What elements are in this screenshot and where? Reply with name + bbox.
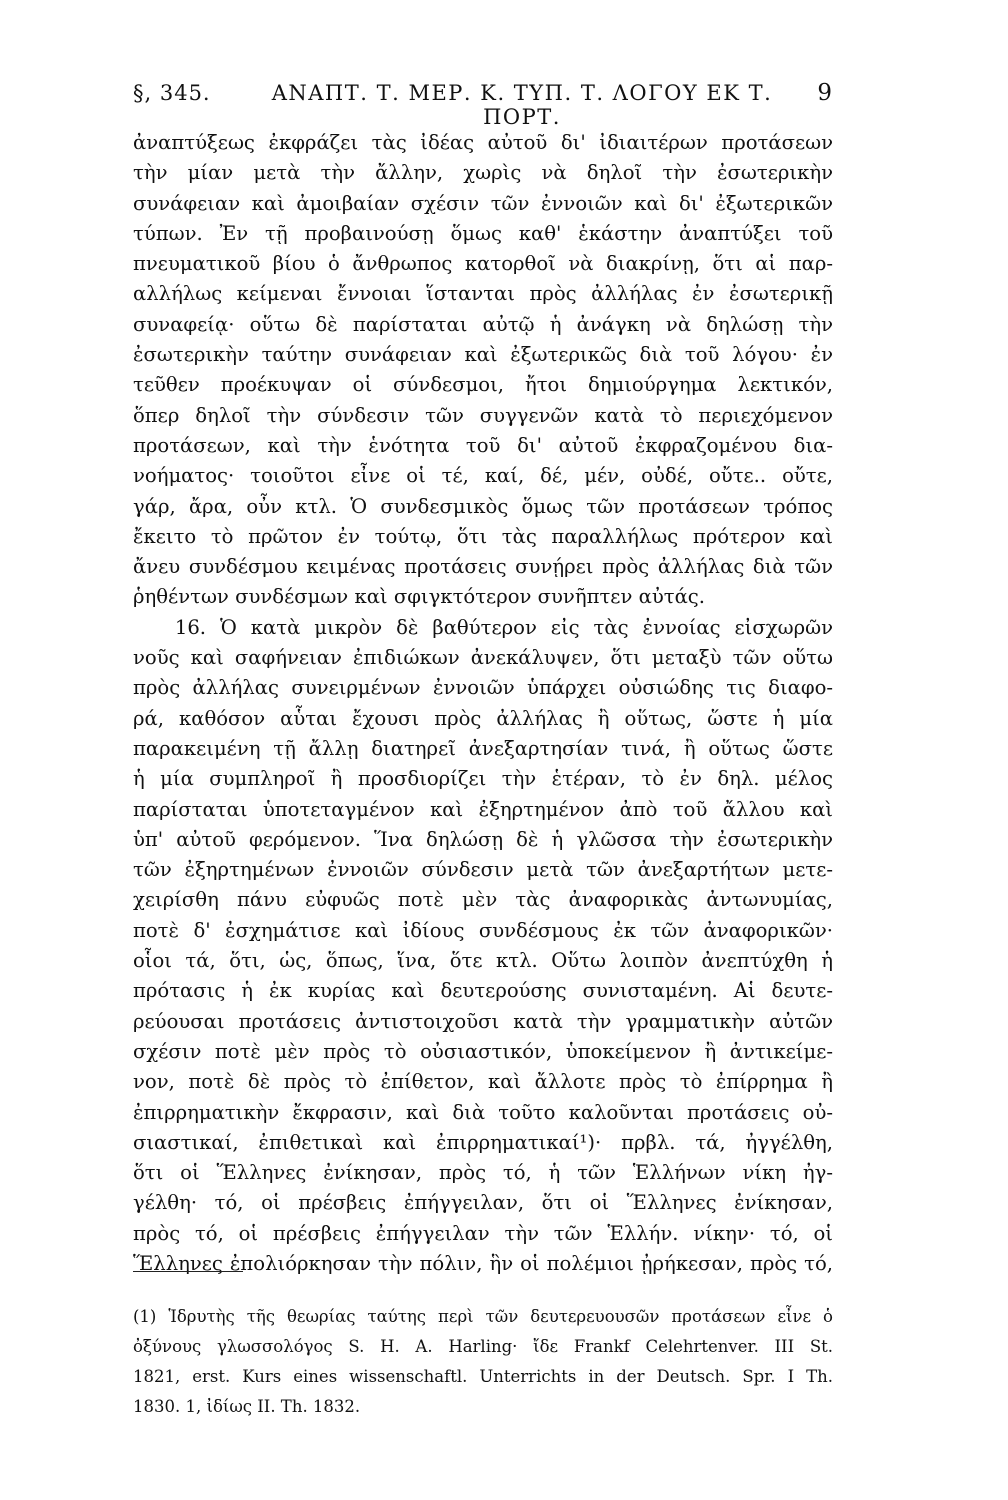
text-line: πρότασις ἡ ἐκ κυρίας καὶ δευτερούσης συνισταμένη. Αἱ δευτε-: [133, 979, 833, 1003]
text-line: ὑπ' αὐτοῦ φερόμενον. Ἵνα δηλώσῃ δὲ ἡ γλῶσσα τὴν ἐσωτερικὴν: [133, 827, 833, 851]
text-line: ἄνευ συνδέσμου κειμένας προτάσεις συνῄρει πρὸς ἀλλήλας διὰ τῶν: [133, 555, 833, 579]
text-line: συνάφειαν καὶ ἀμοιβαίαν σχέσιν τῶν ἐννοιῶν καὶ δι' ἐξωτερικῶν: [133, 191, 833, 215]
text-line: νοῦς καὶ σαφήνειαν ἐπιδιώκων ἀνεκάλυψεν, ὅτι μεταξὺ τῶν οὕτω: [133, 646, 833, 670]
text-line: τύπων. Ἐν τῇ προβαινούσῃ ὅμως καθ' ἑκάστην ἀναπτύξει τοῦ: [133, 221, 833, 245]
footnote-line: 1821, erst. Kurs eines wissenschaftl. Unterrichts in der Deutsch. Spr. I Th.: [133, 1367, 833, 1386]
text-line: αλλήλως κείμεναι ἔννοιαι ἵστανται πρὸς ἀλλήλας ἐν ἐσωτερικῇ: [133, 282, 833, 306]
text-line: ῥηθέντων συνδέσμων καὶ σφιγκτότερον συνῆπτεν αὐτάς.: [133, 585, 706, 609]
text-line: σχέσιν ποτὲ μὲν πρὸς τὸ οὐσιαστικόν, ὑποκείμενον ἢ ἀντικείμε-: [133, 1039, 833, 1063]
text-line: πρὸς τό, οἱ πρέσβεις ἐπήγγειλαν τὴν τῶν Ἑλλήν. νίκην· τό, οἱ: [133, 1221, 833, 1245]
text-line: σιαστικαί, ἐπιθετικαὶ καὶ ἐπιρρηματικαί¹)· πρβλ. τά, ἠγγέλθη,: [133, 1130, 833, 1154]
text-line: ρεύουσαι προτάσεις ἀντιστοιχοῦσι κατὰ τὴν γραμματικὴν αὐτῶν: [133, 1009, 833, 1033]
text-line: προτάσεων, καὶ τὴν ἑνότητα τοῦ δι' αὐτοῦ ἐκφραζομένου δια-: [133, 433, 833, 457]
text-line: ἐπιρρηματικὴν ἔκφρασιν, καὶ διὰ τοῦτο καλοῦνται προτάσεις οὐ-: [133, 1100, 833, 1124]
text-line: συναφείᾳ· οὕτω δὲ παρίσταται αὐτῷ ἡ ἀνάγκη νὰ δηλώσῃ τὴν: [133, 312, 833, 336]
running-header: [133, 80, 833, 129]
text-line: παρίσταται ὑποτεταγμένον καὶ ἐξηρτημένον ἀπὸ τοῦ ἄλλου καὶ: [133, 797, 833, 821]
text-line: νον, ποτὲ δὲ πρὸς τὸ ἐπίθετον, καὶ ἄλλοτε πρὸς τὸ ἐπίρρημα ἢ: [133, 1070, 833, 1094]
text-line: ποτὲ δ' ἐσχημάτισε καὶ ἰδίους συνδέσμους ἐκ τῶν ἀναφορικῶν·: [133, 918, 833, 942]
body-text: [133, 128, 833, 1279]
footnote: [133, 1302, 833, 1422]
text-line: τὴν μίαν μετὰ τὴν ἄλλην, χωρὶς νὰ δηλοῖ τὴν ἐσωτερικὴν: [133, 161, 833, 185]
text-line: τῶν ἐξηρτημένων ἐννοιῶν σύνδεσιν μετὰ τῶν ἀνεξαρτήτων μετε-: [133, 858, 833, 882]
text-line: Ἕλληνες ἐπολιόρκησαν τὴν πόλιν, ἣν οἱ πολέμιοι ᾐρήκεσαν, πρὸς τό,: [133, 1251, 833, 1275]
text-line: ρά, καθόσον αὗται ἔχουσι πρὸς ἀλλήλας ἢ οὕτως, ὥστε ἡ μία: [133, 706, 833, 730]
footnote-line: 1830. 1, ἰδίως II. Th. 1832.: [133, 1397, 361, 1416]
text-line: πνευματικοῦ βίου ὁ ἄνθρωπος κατορθοῖ νὰ διακρίνῃ, ὅτι αἱ παρ-: [133, 252, 833, 276]
text-line: παρακειμένη τῇ ἄλλῃ διατηρεῖ ἀνεξαρτησίαν τινά, ἢ οὕτως ὥστε: [133, 736, 833, 760]
text-line: τεῦθεν προέκυψαν οἱ σύνδεσμοι, ἤτοι δημιούργημα λεκτικόν,: [133, 373, 833, 397]
text-line: γάρ, ἄρα, οὖν κτλ. Ὁ συνδεσμικὸς ὅμως τῶν προτάσεων τρόπος: [133, 494, 833, 518]
text-line: οἷοι τά, ὅτι, ὡς, ὅπως, ἵνα, ὅτε κτλ. Οὕτω λοιπὸν ἀνεπτύχθη ἡ: [133, 949, 833, 973]
text-line: ἐσωτερικὴν ταύτην συνάφειαν καὶ ἐξωτερικῶς διὰ τοῦ λόγου· ἐν: [133, 343, 833, 367]
text-line: πρὸς ἀλλήλας συνειρμένων ἐννοιῶν ὑπάρχει οὐσιώδης τις διαφο-: [133, 676, 833, 700]
text-line: γέλθη· τό, οἱ πρέσβεις ἐπήγγειλαν, ὅτι οἱ Ἕλληνες ἐνίκησαν,: [133, 1191, 833, 1215]
text-line: χειρίσθη πάνυ εὐφυῶς ποτὲ μὲν τὰς ἀναφορικὰς ἀντωνυμίας,: [133, 888, 833, 912]
text-line: νοήματος· τοιοῦτοι εἶνε οἱ τέ, καί, δέ, μέν, οὐδέ, οὔτε.. οὔτε,: [133, 464, 833, 488]
page-number: 9: [817, 80, 833, 106]
text-line: ἔκειτο τὸ πρῶτον ἐν τούτῳ, ὅτι τὰς παραλλήλως πρότερον καὶ: [133, 524, 833, 548]
running-title: ΑΝΑΠΤ. Τ. ΜΕΡ. Κ. ΤΥΠ. Τ. ΛΟΓΟΥ ΕΚ Τ. ΠΟΡΤ.: [271, 81, 773, 129]
text-line: 16. Ὁ κατὰ μικρὸν δὲ βαθύτερον εἰς τὰς ἐννοίας εἰσχωρῶν: [133, 615, 833, 639]
footnote-line: ὀξύνους γλωσσολόγος S. H. A. Harling· ἴδε Frankf Celehrtenver. III St.: [133, 1337, 833, 1356]
text-line: ἡ μία συμπληροῖ ἢ προσδιορίζει τὴν ἑτέραν, τὸ ἐν δηλ. μέλος: [133, 767, 833, 791]
footnote-separator: [133, 1271, 243, 1272]
text-line: ἀναπτύξεως ἐκφράζει τὰς ἰδέας αὐτοῦ δι' ἰδιαιτέρων προτάσεων: [133, 131, 833, 154]
section-mark: §, 345.: [133, 81, 211, 105]
footnote-line: (1) Ἱδρυτὴς τῆς θεωρίας ταύτης περὶ τῶν δευτερευουσῶν προτάσεων εἶνε ὁ: [133, 1307, 833, 1326]
text-line: ὅπερ δηλοῖ τὴν σύνδεσιν τῶν συγγενῶν κατὰ τὸ περιεχόμενον: [133, 403, 833, 427]
text-line: ὅτι οἱ Ἕλληνες ἐνίκησαν, πρὸς τό, ἡ τῶν Ἑλλήνων νίκη ἠγ-: [133, 1161, 833, 1185]
